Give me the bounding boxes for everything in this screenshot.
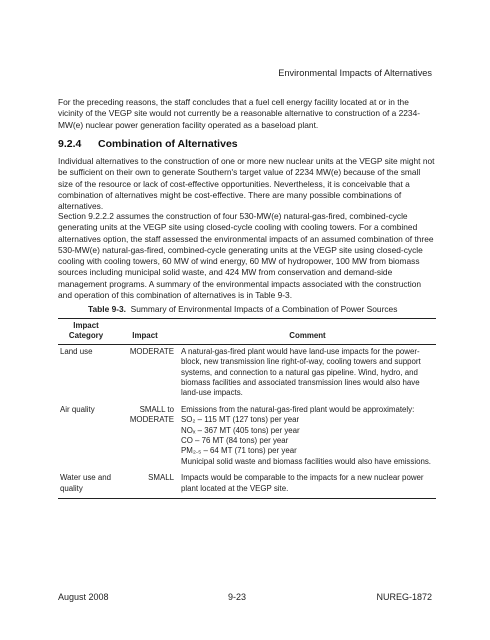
paragraph-individual-alternatives: Individual alternatives to the construction of one or more new nuclear units at the VEGP site might not be sufficient on their own to generate Southern's target value of 2234 MW(e) because of the small size of the resource or lack of cost-effective opportunities. Nevertheless, it is conceivable that a combination of alternatives might be cost-effective. There are many possible combinations of alternatives. xyxy=(58,156,435,212)
cell-category: Air quality xyxy=(60,404,95,414)
cell-category: Water use and quality xyxy=(58,471,114,498)
running-head: Environmental Impacts of Alternatives xyxy=(278,68,432,78)
footer-page-number: 9-23 xyxy=(228,592,247,602)
paragraph-fuel-cell-conclusion: For the preceding reasons, the staff concludes that a fuel cell energy facility located at or in the vicinity of the VEGP site would not currently be a reasonable alternative to construction of a 2234-MW(e) nuclear power generation facility operated as a baseload plant. xyxy=(58,97,421,130)
section-title: Combination of Alternatives xyxy=(98,138,238,150)
footer-date: August 2008 xyxy=(58,592,109,602)
table-caption xyxy=(88,304,397,314)
table-caption-label: Table 9-3. xyxy=(88,304,127,314)
emission-co: CO – 76 MT (84 tons) per year xyxy=(181,436,289,446)
section-heading xyxy=(58,138,238,150)
impact-line: MODERATE xyxy=(129,415,174,425)
cell-impact: SMALL xyxy=(114,471,178,498)
comment-line: Emissions from the natural-gas-fired plant would be approximately: xyxy=(181,404,415,414)
impacts-table xyxy=(58,318,436,499)
table-row-land-use xyxy=(58,344,436,403)
cell-comment: Impacts would be comparable to the impacts for a new nuclear power plant located at the VEGP site. xyxy=(178,471,436,498)
cell-impact xyxy=(114,403,178,471)
header-impact: Impact xyxy=(114,319,178,345)
emission-so2: SO₂ – 115 MT (127 tons) per year xyxy=(181,415,300,425)
header-comment: Comment xyxy=(178,319,436,345)
table-row-water-use xyxy=(58,471,436,498)
cell-comment: A natural-gas-fired plant would have land-use impacts for the power-block, new transmission line right-of-way, cooling towers and support systems, and connection to a natural gas pipeline. Wind, hydro, and biomass facilities and associated transmission lines would also have land-use impacts. xyxy=(181,346,421,398)
cell-category: Land use xyxy=(60,346,93,356)
impact-line: SMALL to xyxy=(139,404,174,414)
paragraph-combined-option: Section 9.2.2.2 assumes the construction of four 530-MW(e) natural-gas-fired, combined-cycle generating units at the VEGP site using closed-cycle cooling with cooling towers. For a combined alternatives option, the staff assessed the environmental impacts of an assumed combination of three 530-MW(e) natural-gas-fired, combined-cycle generating units at the VEGP site using closed-cycle cooling with cooling towers, 60 MW of wind energy, 60 MW of hydropower, 100 MW from biomass sources including municipal solid waste, and 424 MW from conservation and demand-side management programs. A summary of the environmental impacts associated with the construction and operation of this combination of alternatives is in Table 9-3. xyxy=(58,211,434,301)
table-row-air-quality xyxy=(58,403,436,471)
cell-comment xyxy=(178,403,436,471)
footer-report-id: NUREG-1872 xyxy=(376,592,432,602)
table-header-row xyxy=(58,319,436,345)
emission-pm25: PM₂.₅ – 64 MT (71 tons) per year xyxy=(181,446,297,456)
cell-impact: MODERATE xyxy=(129,346,174,356)
section-number: 9.2.4 xyxy=(58,138,82,150)
emission-nox: NOₓ – 367 MT (405 tons) per year xyxy=(181,425,300,435)
table-caption-text: Summary of Environmental Impacts of a Combination of Power Sources xyxy=(130,304,398,314)
header-impact-category: Impact Category xyxy=(58,319,114,345)
comment-line: Municipal solid waste and biomass facilities would also have emissions. xyxy=(181,456,431,466)
